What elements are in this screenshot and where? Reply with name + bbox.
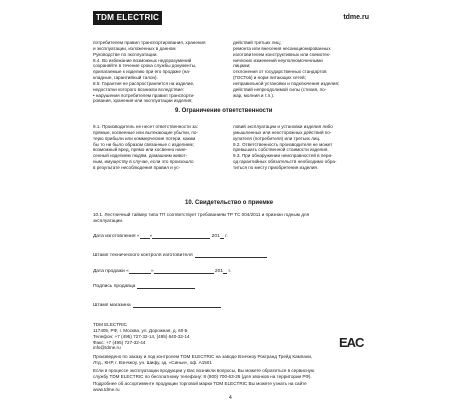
tech-control-stamp-blank bbox=[195, 252, 267, 258]
sale-date-mid: » bbox=[150, 269, 154, 274]
footer-line: Лтд., КНР, г. Вэнчжоу, ун. Шифу, зд. «Синьи», оф. A1501 bbox=[93, 359, 212, 365]
sale-year-label: 201 bbox=[214, 269, 224, 274]
sec9-left-line: ным, имуществу в случае, если это произошло bbox=[93, 159, 194, 165]
sec8-right-line: изготовителем конструктивных или схемотех- bbox=[233, 51, 331, 57]
sec8-left-line: недостатки которого возникли вследствие: bbox=[93, 86, 185, 92]
company-line: Телефон: +7 (495) 727-32-14, (495) 640-32-14 bbox=[93, 333, 190, 339]
sec9-heading: 9. Ограничение ответственности bbox=[175, 108, 273, 114]
manufacture-year-label: 201 bbox=[211, 234, 220, 239]
manufacture-year-blank bbox=[220, 233, 224, 239]
seller-signature-blank bbox=[137, 283, 195, 289]
sec9-right-line: умышленных или неосторожных действий по- bbox=[233, 129, 332, 135]
sec9-left-line: прямые, косвенные или вытекающие убытки, по- bbox=[93, 129, 198, 135]
sec8-right-line: действий непреодолимой силы (стихия, по- bbox=[233, 86, 327, 92]
sale-year-blank bbox=[223, 268, 227, 274]
sale-date-field bbox=[93, 268, 231, 274]
tech-control-stamp-label: Штамп технического контроля изготовителя bbox=[93, 253, 193, 258]
sec8-left-line: прилагаемые к изделию при его продаже (на- bbox=[93, 69, 191, 75]
company-line: 117405, РФ, г. Москва, ул. Дорожная, д. 60 Б bbox=[93, 327, 188, 333]
sec8-left-line: 8.5. Гарантия не распространяется на изделие, bbox=[93, 80, 195, 86]
sec9-left-line: 9.1. Производитель не несет ответственности за: bbox=[93, 124, 199, 129]
footer-line: Произведено по заказу и под контролем TDM ELECTRIC на заводе Вэнчжоу Рокгранд Трейд Кампани, bbox=[93, 354, 313, 359]
company-line: info@tdme.ru bbox=[93, 345, 121, 351]
seller-signature-field bbox=[93, 283, 195, 289]
sec8-left-line: • нарушения потребителем правил транспорти- bbox=[93, 92, 195, 98]
footer-line: Если в процессе эксплуатации продукции у Вас возникли вопросы, Вы можете обратиться в сервисную bbox=[93, 367, 315, 373]
company-line: TDM ELECTRIC bbox=[93, 322, 127, 327]
sec8-right-line: отклонения от государственных стандартов bbox=[233, 69, 327, 75]
sec9-right-line: 9.2. Ответственность производителя не может bbox=[233, 141, 333, 147]
manufacture-date-mid: » bbox=[149, 234, 153, 239]
eac-certification-mark: EAC bbox=[339, 335, 364, 350]
sec9-right-line: превышать собственной стоимости изделия. bbox=[233, 147, 329, 153]
sec9-right-line: купателя (потребителя) или третьих лиц. bbox=[233, 135, 321, 141]
sec9-left-line: в результате несоблюдения правил и ус- bbox=[93, 164, 181, 170]
sec8-left-line: рования, хранения или эксплуатации изделия; bbox=[93, 98, 193, 104]
sale-year-suffix: г. bbox=[228, 269, 231, 274]
sec9-right-line: титься по месту приобретения изделия. bbox=[233, 164, 319, 170]
company-info bbox=[93, 322, 190, 351]
brand-logo: TDM ELECTRIC bbox=[93, 11, 162, 25]
sec8-left-line: сохраняйте в течение срока службы документы, bbox=[93, 63, 197, 69]
sec8-right-line: нических изменений неуполномоченными bbox=[233, 57, 323, 63]
sec9-left-column bbox=[93, 124, 228, 171]
sec10-intro bbox=[93, 212, 309, 224]
sale-date-label: Дата продажи « bbox=[93, 269, 129, 274]
company-line: Факс: +7 (495) 727-32-44 bbox=[93, 339, 146, 345]
sec10-intro-line: 10.1. Лестничный таймер типа ТП соответствует требованиям ТР ТС 004/2011 и признан годным для bbox=[93, 212, 310, 217]
sec9-right-line: ловий эксплуатации и установки изделия либо bbox=[233, 124, 333, 129]
manufacture-month-blank bbox=[149, 233, 210, 239]
manufacture-date-label: Дата изготовления « bbox=[93, 234, 140, 239]
sec10-heading: 10. Свидетельство о приемке bbox=[185, 200, 274, 206]
sale-month-blank bbox=[154, 268, 214, 274]
sec8-left-line: 8.4. Во избежание возможных недоразумений bbox=[93, 57, 192, 63]
sec9-left-line: терю прибыли или коммерческие потери, каким bbox=[93, 135, 196, 141]
sale-day-blank bbox=[129, 268, 151, 274]
page-number: 4 bbox=[229, 395, 232, 401]
manufacture-date-field bbox=[93, 233, 228, 239]
sec8-left-column bbox=[93, 40, 223, 104]
sec9-right-line: 9.3. При обнаружении неисправностей в пери- bbox=[233, 153, 333, 159]
sec9-left-line: сенный изделием людям, домашним живот- bbox=[93, 153, 188, 159]
website-label: tdme.ru bbox=[343, 14, 369, 21]
sec8-left-line: кладные, гарантийный талон). bbox=[93, 75, 158, 81]
sec8-left-line: и эксплуатации, изложенных в данном bbox=[93, 45, 176, 51]
sec8-right-line: действий третьих лиц; bbox=[233, 40, 281, 45]
sec9-right-column bbox=[233, 124, 368, 171]
seller-signature-label: Подпись продавца bbox=[93, 284, 136, 289]
shop-stamp-blank bbox=[133, 302, 221, 308]
sec9-left-line: возможный вред, прямо или косвенно нане- bbox=[93, 147, 188, 153]
shop-stamp-field bbox=[93, 302, 221, 308]
footer-link[interactable]: www.tdme.ru bbox=[93, 387, 120, 393]
footer-block bbox=[93, 354, 314, 393]
sec9-left-line: бы то ни было образом связанные с изделием; bbox=[93, 141, 194, 147]
manufacture-year-suffix: г. bbox=[225, 234, 228, 239]
shop-stamp-label: Штамп магазина bbox=[93, 303, 131, 308]
sec9-right-line: од гарантийных обязательств необходимо обра- bbox=[233, 159, 337, 165]
sec10-intro-line: эксплуатации. bbox=[93, 217, 124, 223]
sec8-left-line: потребителем правил транспортирования, хранения bbox=[93, 40, 206, 45]
footer-line: Подробнее об ассортименте продукции торговой марки TDM ELECTRIC Вы можете узнать на сайте bbox=[93, 381, 307, 387]
sec8-right-column bbox=[233, 40, 368, 98]
manufacture-day-blank bbox=[140, 233, 150, 239]
tech-control-stamp-field bbox=[93, 252, 267, 258]
footer-line: службу TDM ELECTRIC по бесплатному телефону: 8 (800) 700-63-26 (для звонков на территории РФ). bbox=[93, 373, 312, 379]
sec8-left-line: Руководстве по эксплуатации. bbox=[93, 51, 158, 57]
sec8-right-line: (ГОСТов) и норм питающих сетей; bbox=[233, 75, 306, 81]
sec8-right-line: жар, молния и т.п.). bbox=[233, 92, 275, 98]
sec8-right-line: неправильной установки и подключения изделия; bbox=[233, 80, 340, 86]
sec8-right-line: ремонта или внесения несанкционированных bbox=[233, 45, 331, 51]
sec8-right-line: лицами; bbox=[233, 63, 251, 69]
